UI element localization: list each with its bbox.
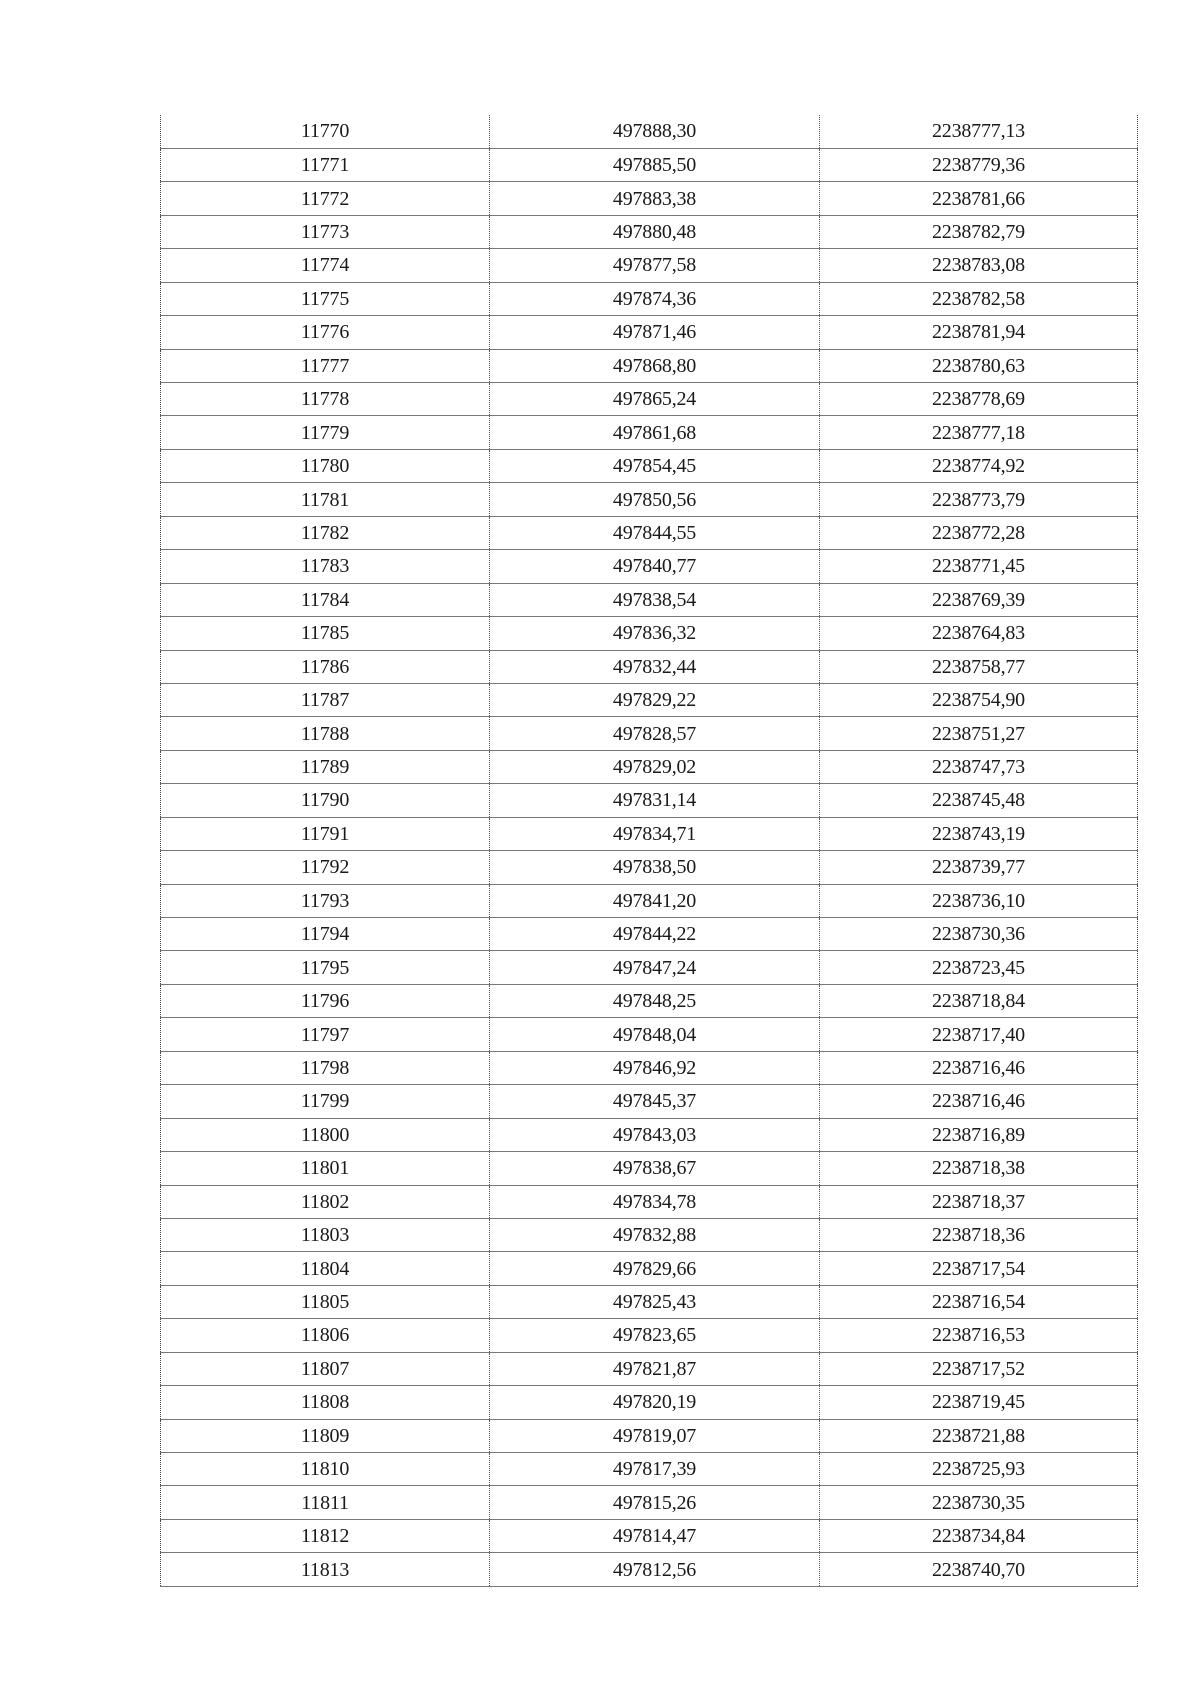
x-coordinate-cell: 497865,24 [490,383,820,416]
y-coordinate-cell: 2238773,79 [820,483,1138,516]
y-coordinate-cell: 2238717,52 [820,1352,1138,1385]
table-row [161,282,1138,315]
table-row [161,449,1138,482]
table-row [161,1285,1138,1318]
x-coordinate-cell: 497823,65 [490,1319,820,1352]
x-coordinate-cell: 497819,07 [490,1419,820,1452]
table-row [161,717,1138,750]
point-number-cell: 11806 [161,1319,490,1352]
y-coordinate-cell: 2238782,79 [820,215,1138,248]
x-coordinate-cell: 497834,71 [490,817,820,850]
table-row [161,349,1138,382]
x-coordinate-cell: 497832,44 [490,650,820,683]
x-coordinate-cell: 497825,43 [490,1285,820,1318]
table-row [161,1085,1138,1118]
point-number-cell: 11810 [161,1453,490,1486]
x-coordinate-cell: 497843,03 [490,1118,820,1151]
x-coordinate-cell: 497846,92 [490,1051,820,1084]
y-coordinate-cell: 2238718,84 [820,984,1138,1017]
point-number-cell: 11796 [161,984,490,1017]
table-row [161,951,1138,984]
table-row [161,784,1138,817]
point-number-cell: 11800 [161,1118,490,1151]
table-row [161,851,1138,884]
y-coordinate-cell: 2238740,70 [820,1553,1138,1586]
y-coordinate-cell: 2238777,13 [820,115,1138,148]
x-coordinate-cell: 497829,66 [490,1252,820,1285]
table-row [161,1152,1138,1185]
y-coordinate-cell: 2238771,45 [820,550,1138,583]
coordinates-table [160,115,1138,1587]
point-number-cell: 11779 [161,416,490,449]
x-coordinate-cell: 497848,04 [490,1018,820,1051]
y-coordinate-cell: 2238782,58 [820,282,1138,315]
y-coordinate-cell: 2238743,19 [820,817,1138,850]
point-number-cell: 11775 [161,282,490,315]
table-row [161,1018,1138,1051]
x-coordinate-cell: 497845,37 [490,1085,820,1118]
x-coordinate-cell: 497814,47 [490,1519,820,1552]
point-number-cell: 11795 [161,951,490,984]
y-coordinate-cell: 2238769,39 [820,583,1138,616]
x-coordinate-cell: 497877,58 [490,249,820,282]
point-number-cell: 11793 [161,884,490,917]
point-number-cell: 11772 [161,182,490,215]
x-coordinate-cell: 497828,57 [490,717,820,750]
y-coordinate-cell: 2238725,93 [820,1453,1138,1486]
coordinates-table-body [161,115,1138,1586]
point-number-cell: 11786 [161,650,490,683]
x-coordinate-cell: 497840,77 [490,550,820,583]
point-number-cell: 11791 [161,817,490,850]
table-row [161,249,1138,282]
x-coordinate-cell: 497817,39 [490,1453,820,1486]
table-row [161,683,1138,716]
point-number-cell: 11777 [161,349,490,382]
table-row [161,516,1138,549]
y-coordinate-cell: 2238716,54 [820,1285,1138,1318]
x-coordinate-cell: 497838,50 [490,851,820,884]
x-coordinate-cell: 497850,56 [490,483,820,516]
y-coordinate-cell: 2238783,08 [820,249,1138,282]
point-number-cell: 11787 [161,683,490,716]
point-number-cell: 11776 [161,316,490,349]
x-coordinate-cell: 497838,54 [490,583,820,616]
point-number-cell: 11790 [161,784,490,817]
x-coordinate-cell: 497836,32 [490,617,820,650]
table-row [161,583,1138,616]
point-number-cell: 11783 [161,550,490,583]
y-coordinate-cell: 2238718,37 [820,1185,1138,1218]
y-coordinate-cell: 2238721,88 [820,1419,1138,1452]
point-number-cell: 11809 [161,1419,490,1452]
y-coordinate-cell: 2238718,38 [820,1152,1138,1185]
x-coordinate-cell: 497883,38 [490,182,820,215]
y-coordinate-cell: 2238723,45 [820,951,1138,984]
y-coordinate-cell: 2238739,77 [820,851,1138,884]
x-coordinate-cell: 497829,22 [490,683,820,716]
y-coordinate-cell: 2238719,45 [820,1386,1138,1419]
point-number-cell: 11788 [161,717,490,750]
x-coordinate-cell: 497834,78 [490,1185,820,1218]
table-row [161,148,1138,181]
x-coordinate-cell: 497844,55 [490,516,820,549]
point-number-cell: 11773 [161,215,490,248]
table-row [161,817,1138,850]
x-coordinate-cell: 497874,36 [490,282,820,315]
point-number-cell: 11799 [161,1085,490,1118]
table-row [161,1486,1138,1519]
point-number-cell: 11804 [161,1252,490,1285]
point-number-cell: 11797 [161,1018,490,1051]
x-coordinate-cell: 497812,56 [490,1553,820,1586]
y-coordinate-cell: 2238716,46 [820,1051,1138,1084]
table-row [161,483,1138,516]
table-row [161,115,1138,148]
y-coordinate-cell: 2238717,54 [820,1252,1138,1285]
x-coordinate-cell: 497880,48 [490,215,820,248]
table-row [161,1386,1138,1419]
point-number-cell: 11803 [161,1218,490,1251]
x-coordinate-cell: 497868,80 [490,349,820,382]
y-coordinate-cell: 2238779,36 [820,148,1138,181]
y-coordinate-cell: 2238774,92 [820,449,1138,482]
x-coordinate-cell: 497848,25 [490,984,820,1017]
table-row [161,1218,1138,1251]
table-row [161,1185,1138,1218]
y-coordinate-cell: 2238716,46 [820,1085,1138,1118]
table-row [161,617,1138,650]
x-coordinate-cell: 497847,24 [490,951,820,984]
point-number-cell: 11812 [161,1519,490,1552]
table-row [161,1051,1138,1084]
table-row [161,750,1138,783]
point-number-cell: 11805 [161,1285,490,1318]
point-number-cell: 11774 [161,249,490,282]
table-row [161,1419,1138,1452]
y-coordinate-cell: 2238751,27 [820,717,1138,750]
point-number-cell: 11780 [161,449,490,482]
y-coordinate-cell: 2238736,10 [820,884,1138,917]
x-coordinate-cell: 497831,14 [490,784,820,817]
point-number-cell: 11802 [161,1185,490,1218]
point-number-cell: 11785 [161,617,490,650]
x-coordinate-cell: 497841,20 [490,884,820,917]
table-row [161,884,1138,917]
x-coordinate-cell: 497820,19 [490,1386,820,1419]
x-coordinate-cell: 497821,87 [490,1352,820,1385]
x-coordinate-cell: 497854,45 [490,449,820,482]
point-number-cell: 11792 [161,851,490,884]
x-coordinate-cell: 497838,67 [490,1152,820,1185]
table-row [161,1252,1138,1285]
table-row [161,1118,1138,1151]
point-number-cell: 11801 [161,1152,490,1185]
x-coordinate-cell: 497888,30 [490,115,820,148]
table-row [161,918,1138,951]
point-number-cell: 11789 [161,750,490,783]
point-number-cell: 11771 [161,148,490,181]
table-row [161,550,1138,583]
table-row [161,1553,1138,1586]
y-coordinate-cell: 2238778,69 [820,383,1138,416]
point-number-cell: 11778 [161,383,490,416]
y-coordinate-cell: 2238780,63 [820,349,1138,382]
x-coordinate-cell: 497829,02 [490,750,820,783]
point-number-cell: 11770 [161,115,490,148]
table-row [161,984,1138,1017]
table-row [161,316,1138,349]
y-coordinate-cell: 2238747,73 [820,750,1138,783]
y-coordinate-cell: 2238764,83 [820,617,1138,650]
x-coordinate-cell: 497885,50 [490,148,820,181]
point-number-cell: 11807 [161,1352,490,1385]
x-coordinate-cell: 497815,26 [490,1486,820,1519]
point-number-cell: 11782 [161,516,490,549]
table-row [161,215,1138,248]
point-number-cell: 11813 [161,1553,490,1586]
y-coordinate-cell: 2238716,53 [820,1319,1138,1352]
table-row [161,383,1138,416]
y-coordinate-cell: 2238717,40 [820,1018,1138,1051]
point-number-cell: 11798 [161,1051,490,1084]
table-row [161,1352,1138,1385]
point-number-cell: 11781 [161,483,490,516]
y-coordinate-cell: 2238781,66 [820,182,1138,215]
y-coordinate-cell: 2238754,90 [820,683,1138,716]
table-row [161,1319,1138,1352]
table-row [161,1519,1138,1552]
y-coordinate-cell: 2238718,36 [820,1218,1138,1251]
x-coordinate-cell: 497871,46 [490,316,820,349]
y-coordinate-cell: 2238781,94 [820,316,1138,349]
y-coordinate-cell: 2238730,35 [820,1486,1138,1519]
point-number-cell: 11794 [161,918,490,951]
x-coordinate-cell: 497861,68 [490,416,820,449]
y-coordinate-cell: 2238734,84 [820,1519,1138,1552]
point-number-cell: 11808 [161,1386,490,1419]
y-coordinate-cell: 2238758,77 [820,650,1138,683]
y-coordinate-cell: 2238716,89 [820,1118,1138,1151]
x-coordinate-cell: 497844,22 [490,918,820,951]
table-row [161,1453,1138,1486]
y-coordinate-cell: 2238745,48 [820,784,1138,817]
point-number-cell: 11811 [161,1486,490,1519]
y-coordinate-cell: 2238730,36 [820,918,1138,951]
y-coordinate-cell: 2238777,18 [820,416,1138,449]
table-row [161,182,1138,215]
point-number-cell: 11784 [161,583,490,616]
x-coordinate-cell: 497832,88 [490,1218,820,1251]
table-row [161,650,1138,683]
table-row [161,416,1138,449]
y-coordinate-cell: 2238772,28 [820,516,1138,549]
